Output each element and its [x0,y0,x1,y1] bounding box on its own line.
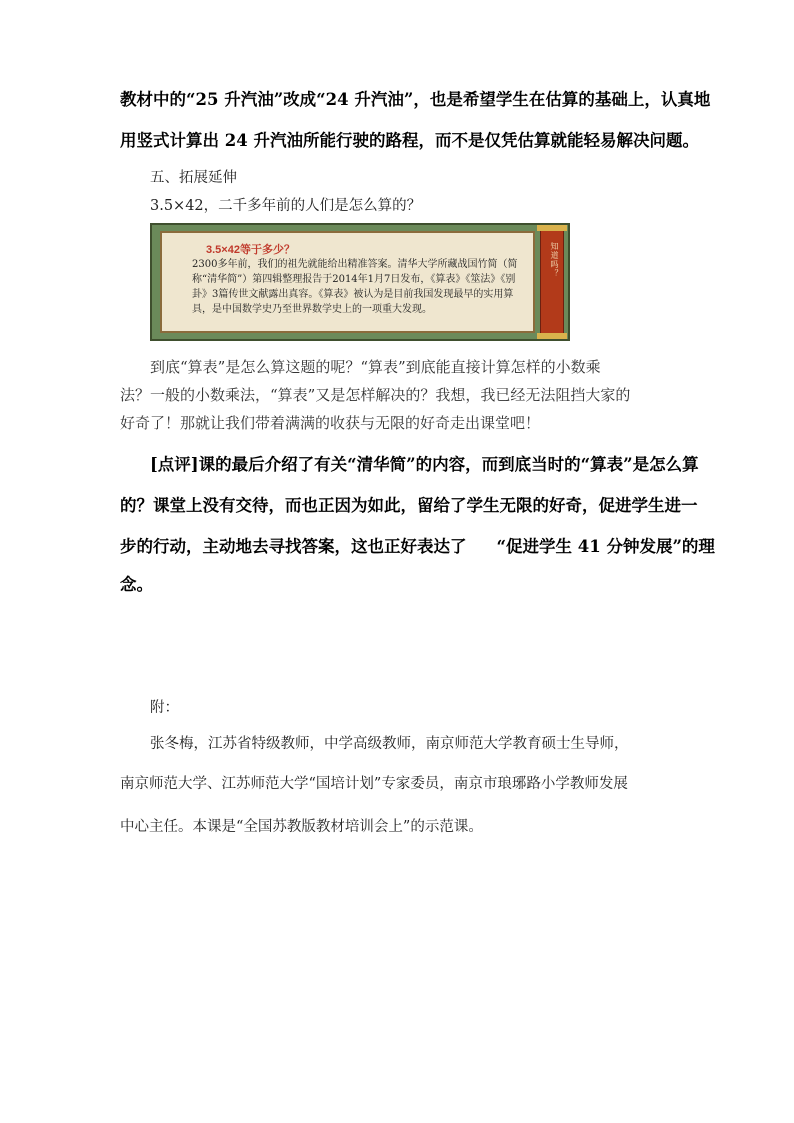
appendix-line2: 南京师范大学、江苏师范大学“国培计划”专家委员，南京市琅琊路小学教师发展 [120,776,628,792]
comment-line3 [120,533,715,557]
section-heading: 五、拓展延伸 [150,170,237,186]
info-image-panel [150,223,570,341]
info-card [160,231,535,333]
info-card-body: 2300多年前，我们的祖先就能给出精准答案。清华大学所藏战国竹简（简称“清华简”）第四辑整理报告于2014年1月7日发布，《算表》《筮法》《别卦》3篇传世文献露出真容。《算表》被认为是目前我国发现最早的实用算具，是中国数学史乃至世界数学史上的一项重大发现。 [192,259,518,315]
paragraph2-line3: 好奇了！那就让我们带着满满的收获与无限的好奇走出课堂吧！ [120,414,541,432]
comment-line1: [点评]课的最后介绍了有关“清华简”的内容，而到底当时的“算表”是怎么算 [150,455,699,474]
info-card-title: 3.5×42等于多少？ [206,244,295,256]
comment-line4: 念。 [120,575,153,594]
scroll-rod-bottom [537,333,567,339]
appendix-line1: 张冬梅，江苏省特级教师，中学高级教师，南京师范大学教育硕士生导师， [150,736,629,752]
comment-line3-part1: 步的行动，主动地去寻找答案，这也正好表达了 [120,537,467,556]
scroll-banner [540,229,564,335]
question-text: 3.5×42，二千多年前的人们是怎么算的？ [150,198,422,214]
paragraph2-line1: 到底“算表”是怎么算这题的呢？“算表”到底能直接计算怎样的小数乘 [150,358,601,376]
paragraph1-line2: 用竖式计算出 24 升汽油所能行驶的路程，而不是仅凭估算就能轻易解决问题。 [120,131,699,150]
comment-line2: 的？课堂上没有交待，而也正因为如此，留给了学生无限的好奇，促进学生进一 [120,496,698,515]
scroll-rod-top [537,225,567,231]
appendix-label: 附： [150,700,179,716]
appendix-line3: 中心主任。本课是“全国苏教版教材培训会上”的示范课。 [120,819,483,835]
comment-line3-part2: “促进学生 41 分钟发展”的理 [496,537,715,556]
scroll-banner-text: 知道吗？ [550,242,559,278]
paragraph1-line1: 教材中的“25 升汽油”改成“24 升汽油”，也是希望学生在估算的基础上，认真地 [120,90,711,109]
paragraph2-line2: 法？一般的小数乘法，“算表”又是怎样解决的？我想，我已经无法阻挡大家的 [120,386,631,404]
